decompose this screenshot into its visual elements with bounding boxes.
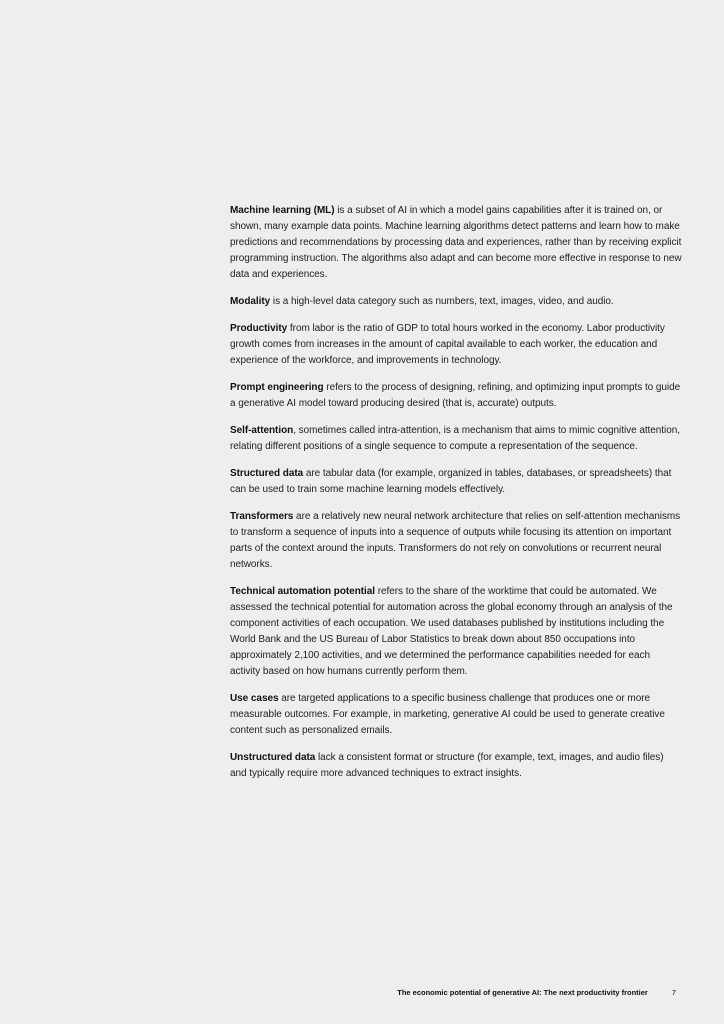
glossary-definition: are a relatively new neural network architecture that relies on self-attention mechanisms to transform a sequence of inputs into a sequence of outputs while focusing its attention on important parts of the context around the inputs. Transformers do not rely on convolutions or recurrent neural networks. [230, 511, 681, 570]
glossary-term: Modality [230, 296, 271, 307]
glossary-definition: are targeted applications to a specific business challenge that produces one or more measurable outcomes. For example, in marketing, generative AI could be used to generate creative content such as personalized emails. [230, 693, 665, 736]
glossary-definition: lack a consistent format or structure (for example, text, images, and audio files) and typically require more advanced techniques to extract insights. [230, 752, 664, 779]
glossary-definition: from labor is the ratio of GDP to total hours worked in the economy. Labor productivity growth comes from increases in the amount of capital available to each worker, the education and experience of the workforce, and improvements in technology. [230, 323, 665, 366]
footer-report-title: The economic potential of generative AI: The next productivity frontier [397, 988, 648, 997]
glossary-entry-prompt-engineering [230, 380, 682, 412]
glossary-term: Unstructured data [230, 752, 316, 763]
glossary-term: Transformers [230, 511, 294, 522]
glossary-definition: are tabular data (for example, organized in tables, databases, or spreadsheets) that can be used to train some machine learning models effectively. [230, 468, 672, 495]
glossary-entry-unstructured-data [230, 750, 682, 782]
glossary-term: Structured data [230, 468, 304, 479]
glossary-term: Self-attention [230, 425, 294, 436]
glossary-entry-transformers [230, 509, 682, 573]
glossary-definition: , sometimes called intra-attention, is a mechanism that aims to mimic cognitive attention, relating different positions of a single sequence to compute a representation of the sequence. [230, 425, 680, 452]
glossary-term: Productivity [230, 323, 288, 334]
glossary-entry-modality [230, 294, 682, 310]
glossary-term: Machine learning (ML) [230, 205, 335, 216]
glossary-definition: is a subset of AI in which a model gains capabilities after it is trained on, or shown, many example data points. Machine learning algorithms detect patterns and learn how to make predictions and recommendations by processing data and experiences, rather than by receiving explicit programming instruction. The algorithms also adapt and can become more effective in response to new data and experiences. [230, 205, 682, 280]
glossary-term: Use cases [230, 693, 279, 704]
glossary-term: Prompt engineering [230, 382, 324, 393]
glossary-entry-productivity [230, 321, 682, 369]
glossary-definition: is a high-level data category such as numbers, text, images, video, and audio. [270, 296, 614, 307]
glossary-definition: refers to the share of the worktime that could be automated. We assessed the technical potential for automation across the global economy through an analysis of the component activities of each occupation. We used databases published by institutions including the World Bank and the US Bureau of Labor Statistics to break down about 850 occupations into approximately 2,100 activities, and we determined the performance capabilities needed for each activity based on how humans currently perform them. [230, 586, 673, 677]
page-number: 7 [671, 988, 676, 997]
glossary-list [230, 203, 682, 793]
glossary-entry-technical-automation-potential [230, 584, 682, 680]
glossary-entry-self-attention [230, 423, 682, 455]
glossary-term: Technical automation potential [230, 586, 375, 597]
glossary-definition: refers to the process of designing, refining, and optimizing input prompts to guide a generative AI model toward producing desired (that is, accurate) outputs. [230, 382, 681, 409]
glossary-entry-machine-learning [230, 203, 682, 283]
glossary-entry-use-cases [230, 691, 682, 739]
glossary-entry-structured-data [230, 466, 682, 498]
page-footer [397, 988, 676, 997]
